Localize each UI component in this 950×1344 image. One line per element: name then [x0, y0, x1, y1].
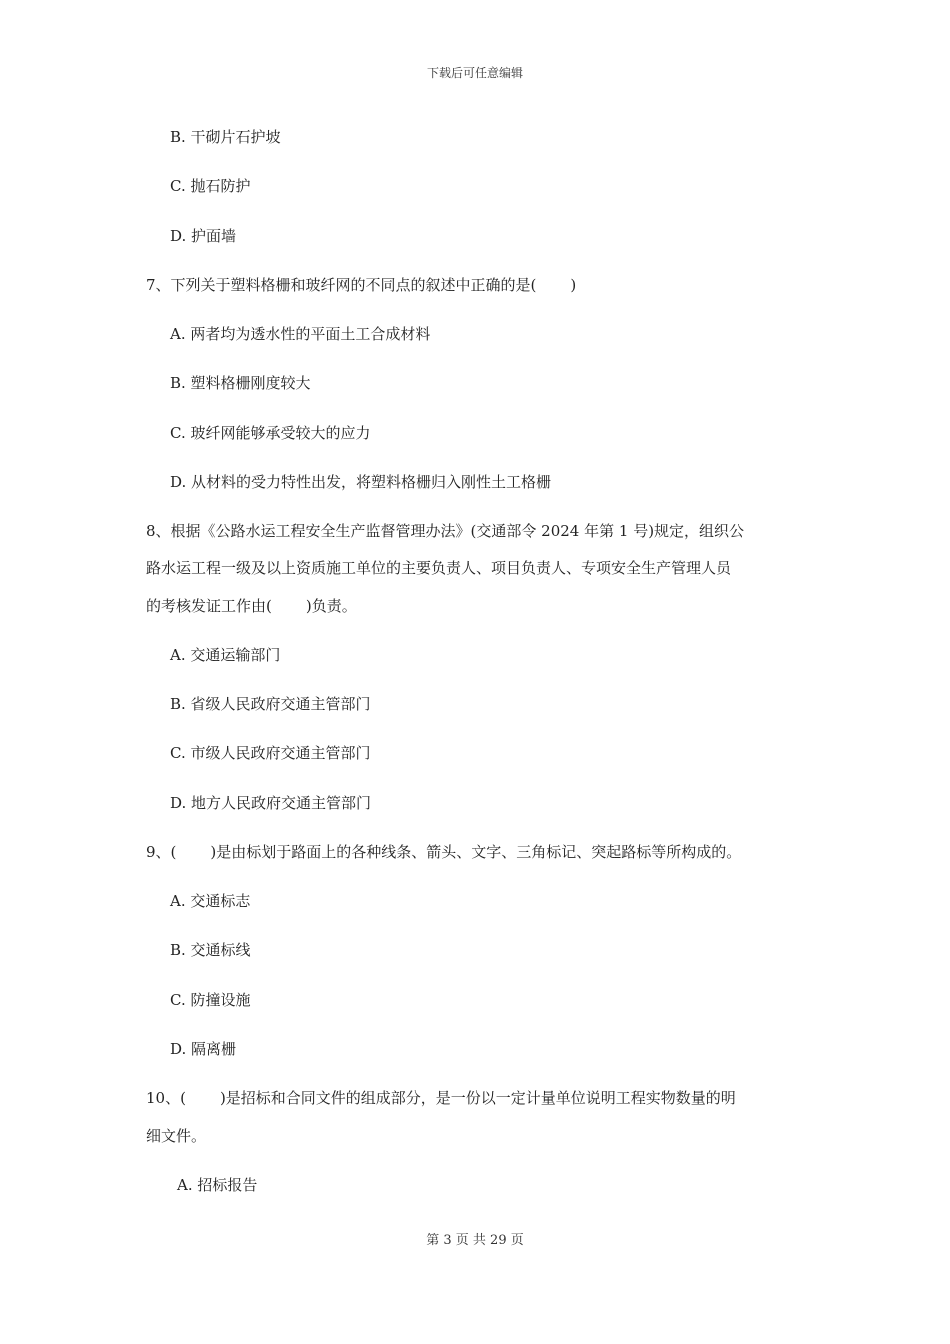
q9-option-c: C. 防撞设施 [170, 991, 251, 1009]
q8-option-a: A. 交通运输部门 [170, 646, 281, 664]
q8-question-line3 [146, 596, 357, 616]
q8-option-c: C. 市级人民政府交通主管部门 [170, 744, 371, 762]
q7-text: 7、下列关于塑料格栅和玻纤网的不同点的叙述中正确的是( [146, 276, 537, 294]
q6-option-c: C. 抛石防护 [170, 177, 251, 195]
q6-option-b: B. 干砌片石护坡 [170, 128, 281, 146]
q6-option-d: D. 护面墙 [170, 227, 237, 245]
q7-option-c: C. 玻纤网能够承受较大的应力 [170, 424, 371, 442]
page-header: 下载后可任意编辑 [426, 66, 523, 80]
q9-option-b: B. 交通标线 [170, 941, 251, 959]
q7-close: ) [570, 276, 577, 294]
q7-option-a: A. 两者均为透水性的平面土工合成材料 [170, 325, 431, 343]
q8-question-line1: 8、根据《公路水运工程安全生产监督管理办法》(交通部令 2024 年第 1 号)规定，组织公 [146, 522, 745, 540]
q9-question [146, 842, 741, 862]
q9-text: 9、( [146, 843, 177, 861]
q8-question-line2: 路水运工程一级及以上资质施工单位的主要负责人、项目负责人、专项安全生产管理人员 [146, 559, 732, 577]
q10-question-line2: 细文件。 [146, 1127, 207, 1145]
q7-option-d: D. 从材料的受力特性出发，将塑料格栅归入刚性土工格栅 [170, 473, 552, 491]
q7-option-b: B. 塑料格栅刚度较大 [170, 374, 311, 392]
q8-tail: )负责。 [305, 597, 357, 615]
q10-question-line1 [146, 1088, 736, 1108]
q10-text: 10、( [146, 1089, 186, 1107]
page-footer: 第 3 页 共 29 页 [426, 1233, 524, 1248]
q10-tail: )是招标和合同文件的组成部分，是一份以一定计量单位说明工程实物数量的明 [219, 1089, 736, 1107]
q8-option-d: D. 地方人民政府交通主管部门 [170, 794, 372, 812]
q8-text: 的考核发证工作由( [146, 597, 272, 615]
q8-option-b: B. 省级人民政府交通主管部门 [170, 695, 371, 713]
q9-tail: )是由标划于路面上的各种线条、箭头、文字、三角标记、突起路标等所构成的。 [210, 843, 742, 861]
q9-option-a: A. 交通标志 [170, 892, 251, 910]
q7-question [146, 275, 576, 295]
q9-option-d: D. 隔离栅 [170, 1040, 237, 1058]
q10-option-a: A. 招标报告 [177, 1176, 258, 1194]
